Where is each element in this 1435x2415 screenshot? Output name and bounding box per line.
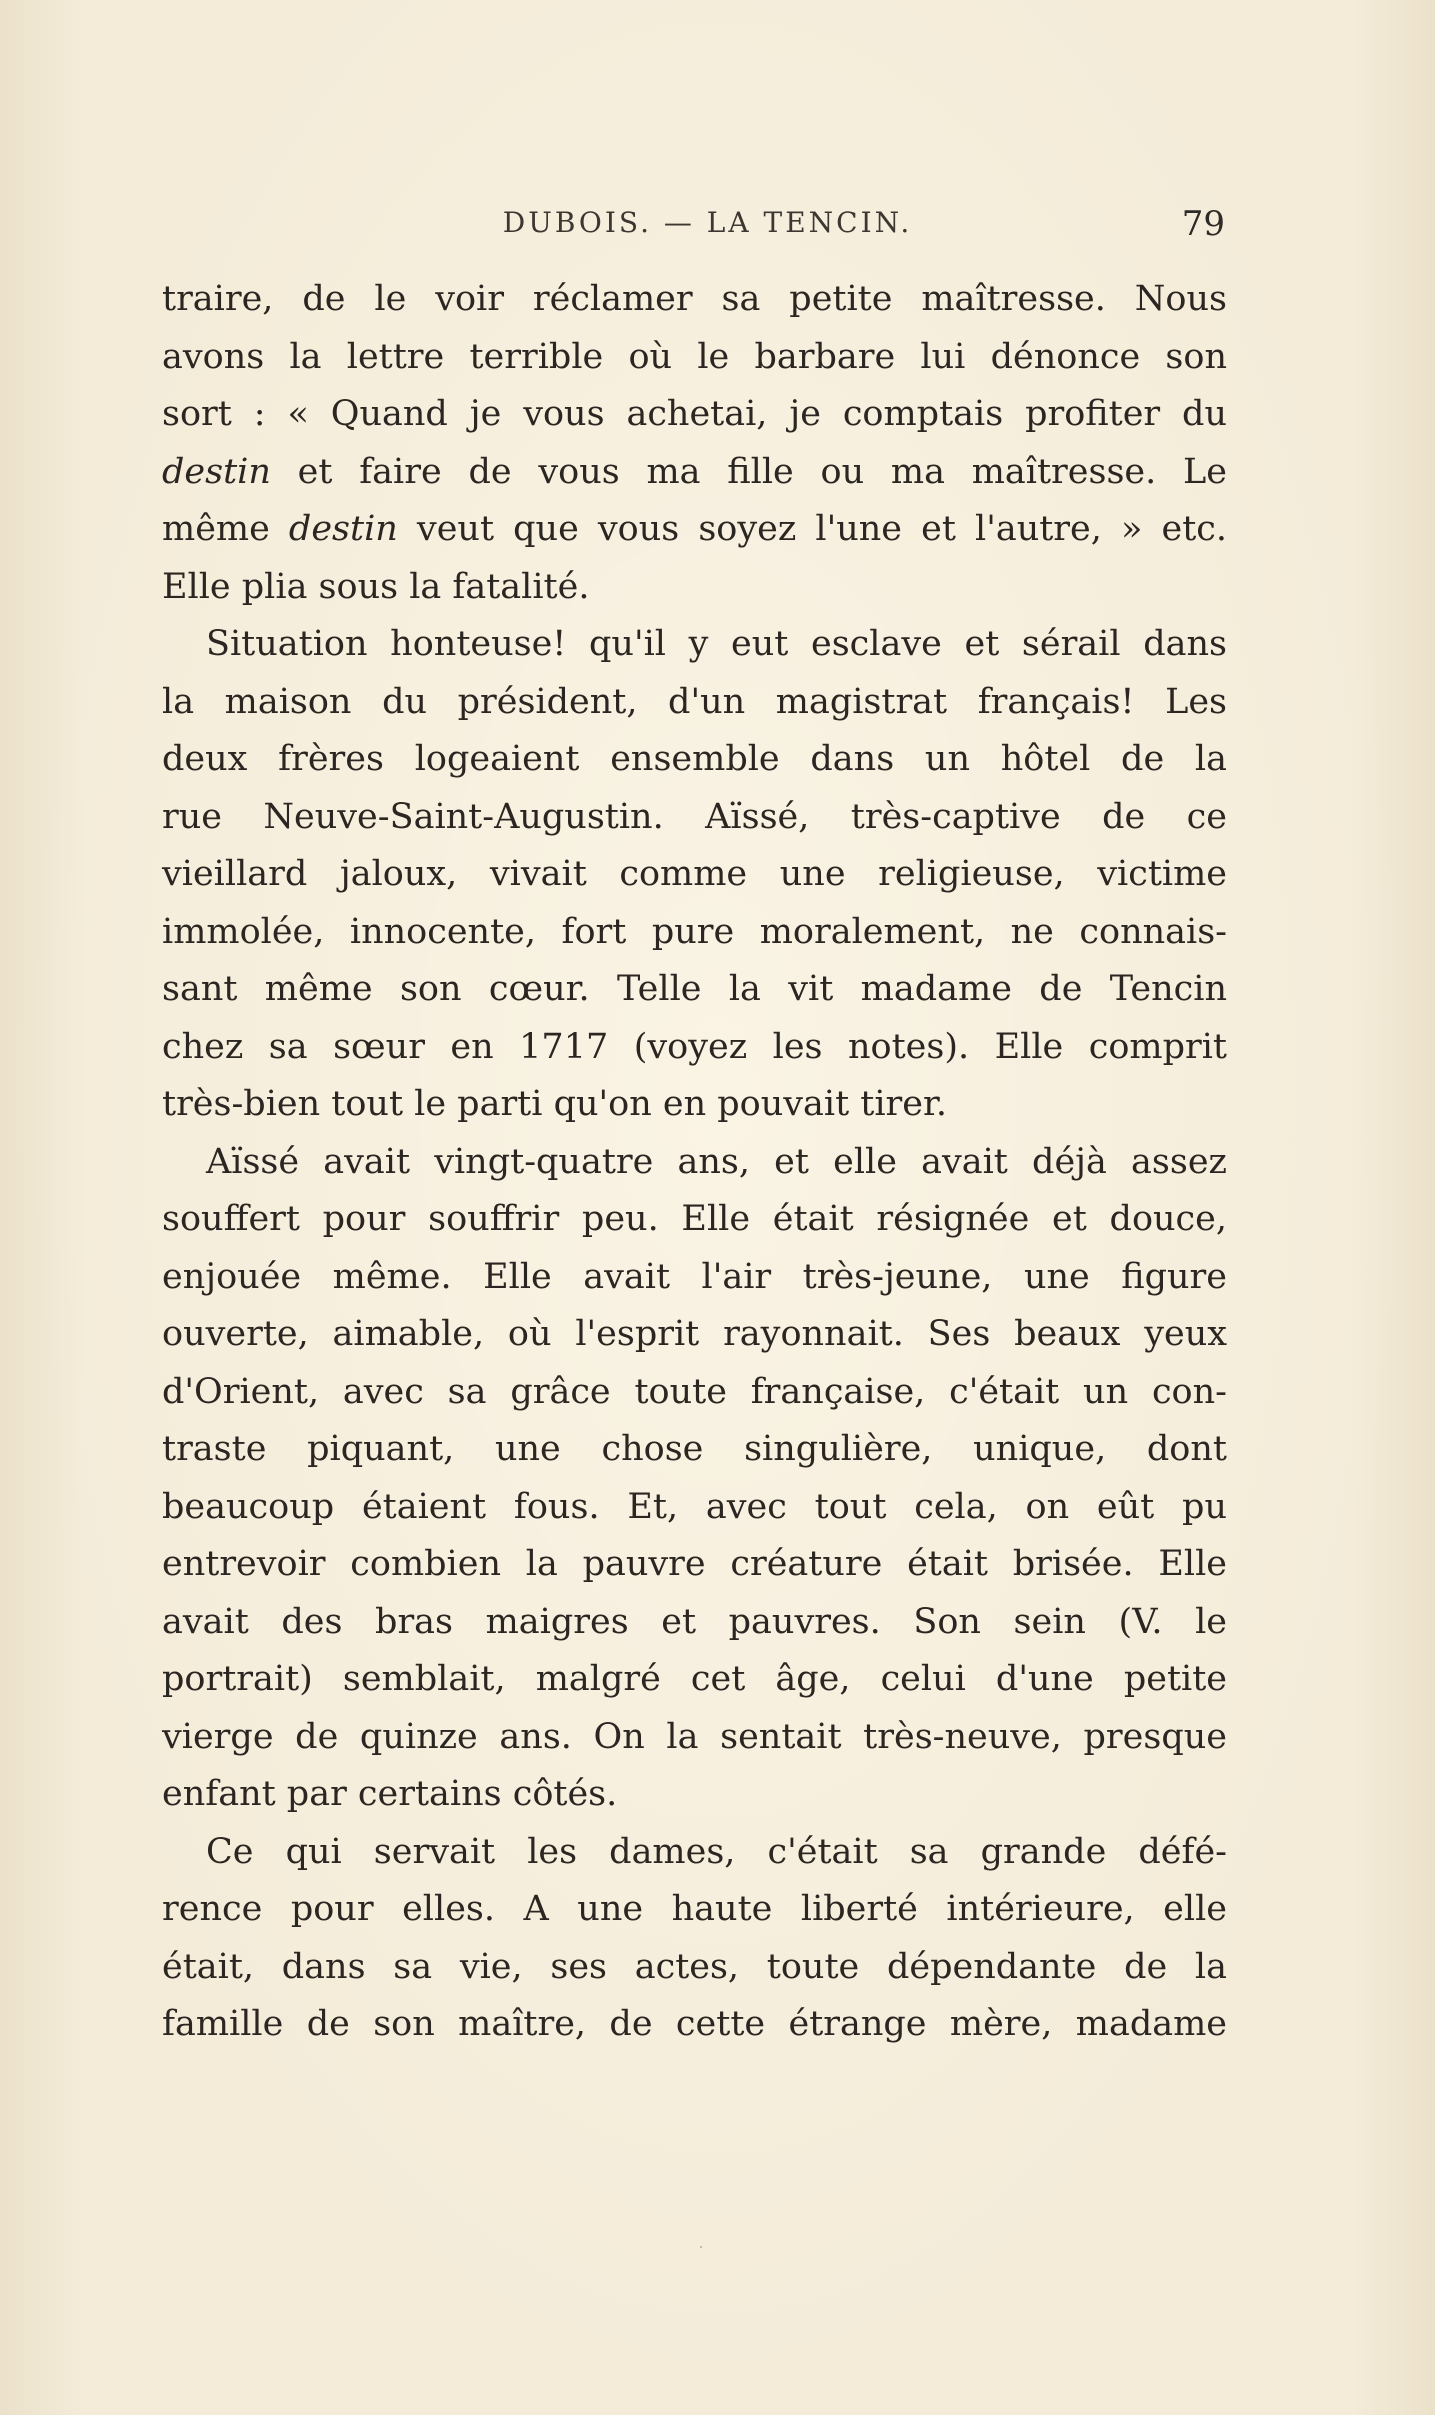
text-line: vierge de quinze ans. On la sentait très-neuve, presque (162, 1716, 1227, 1757)
text-line: souffert pour souffrir peu. Elle était résignée et douce, (162, 1199, 1227, 1239)
text-line: beaucoup étaient fous. Et, avec tout cela, on eût pu (162, 1486, 1227, 1527)
paragraph-start-line: Situation honteuse! qu'il y eut esclave et sérail dans (206, 624, 1227, 664)
text-line: traste piquant, une chose singulière, unique, dont (162, 1429, 1227, 1469)
text-line: avait des bras maigres et pauvres. Son sein (V. le (162, 1601, 1227, 1642)
text-line: la maison du président, d'un magistrat français! Les (162, 681, 1227, 722)
line-start: même (162, 509, 289, 549)
paper-speck (700, 2246, 702, 2248)
line-rest: veut que vous soyez l'une et l'autre, » etc. (397, 509, 1227, 549)
text-line: ouverte, aimable, où l'esprit rayonnait. Ses beaux yeux (162, 1314, 1227, 1354)
text-line: entrevoir combien la pauvre créature était brisée. Elle (162, 1544, 1227, 1584)
paragraph-end-line: enfant par certains côtés. (162, 1774, 618, 1814)
italic-word: destin (162, 451, 271, 492)
line-rest: et faire de vous ma fille ou ma maîtresse. Le (270, 451, 1227, 492)
page-number: 79 (1181, 204, 1225, 244)
paragraph-end-line: Elle plia sous la fatalité. (162, 566, 590, 607)
text-line: d'Orient, avec sa grâce toute française, c'était un con- (162, 1371, 1227, 1412)
text-line: enjouée même. Elle avait l'air très-jeune, une figure (162, 1256, 1227, 1297)
text-line: deux frères logeaient ensemble dans un hôtel de la (162, 739, 1227, 779)
text-line: sort : « Quand je vous achetai, je comptais profiter du (162, 394, 1227, 434)
text-line: rence pour elles. A une haute liberté intérieure, elle (162, 1889, 1227, 1929)
text-line: traire, de le voir réclamer sa petite maîtresse. Nous (162, 279, 1227, 319)
paragraph-start-line: Ce qui servait les dames, c'était sa grande défé- (206, 1831, 1227, 1872)
italic-word: destin (288, 509, 398, 549)
paragraph-start-line: Aïssé avait vingt-quatre ans, et elle avait déjà assez (206, 1141, 1227, 1182)
text-line: portrait) semblait, malgré cet âge, celui d'une petite (162, 1659, 1227, 1699)
text-line (162, 444, 1227, 502)
running-title: DUBOIS. — LA TENCIN. (502, 206, 913, 239)
text-line: famille de son maître, de cette étrange mère, madame (162, 2004, 1227, 2044)
text-line: immolée, innocente, fort pure moralement, ne connais- (162, 911, 1227, 952)
text-line (162, 501, 1227, 559)
text-line: vieillard jaloux, vivait comme une religieuse, victime (162, 854, 1227, 894)
text-line: avons la lettre terrible où le barbare lui dénonce son (162, 336, 1227, 377)
text-line: sant même son cœur. Telle la vit madame de Tencin (162, 969, 1227, 1009)
text-block (162, 271, 1227, 2054)
running-head (160, 206, 1225, 256)
paragraph-end-line: très-bien tout le parti qu'on en pouvait tirer. (162, 1084, 948, 1124)
text-line: chez sa sœur en 1717 (voyez les notes). Elle comprit (162, 1026, 1227, 1067)
text-line: rue Neuve-Saint-Augustin. Aïssé, très-captive de ce (162, 796, 1227, 837)
text-line: était, dans sa vie, ses actes, toute dépendante de la (162, 1946, 1227, 1987)
